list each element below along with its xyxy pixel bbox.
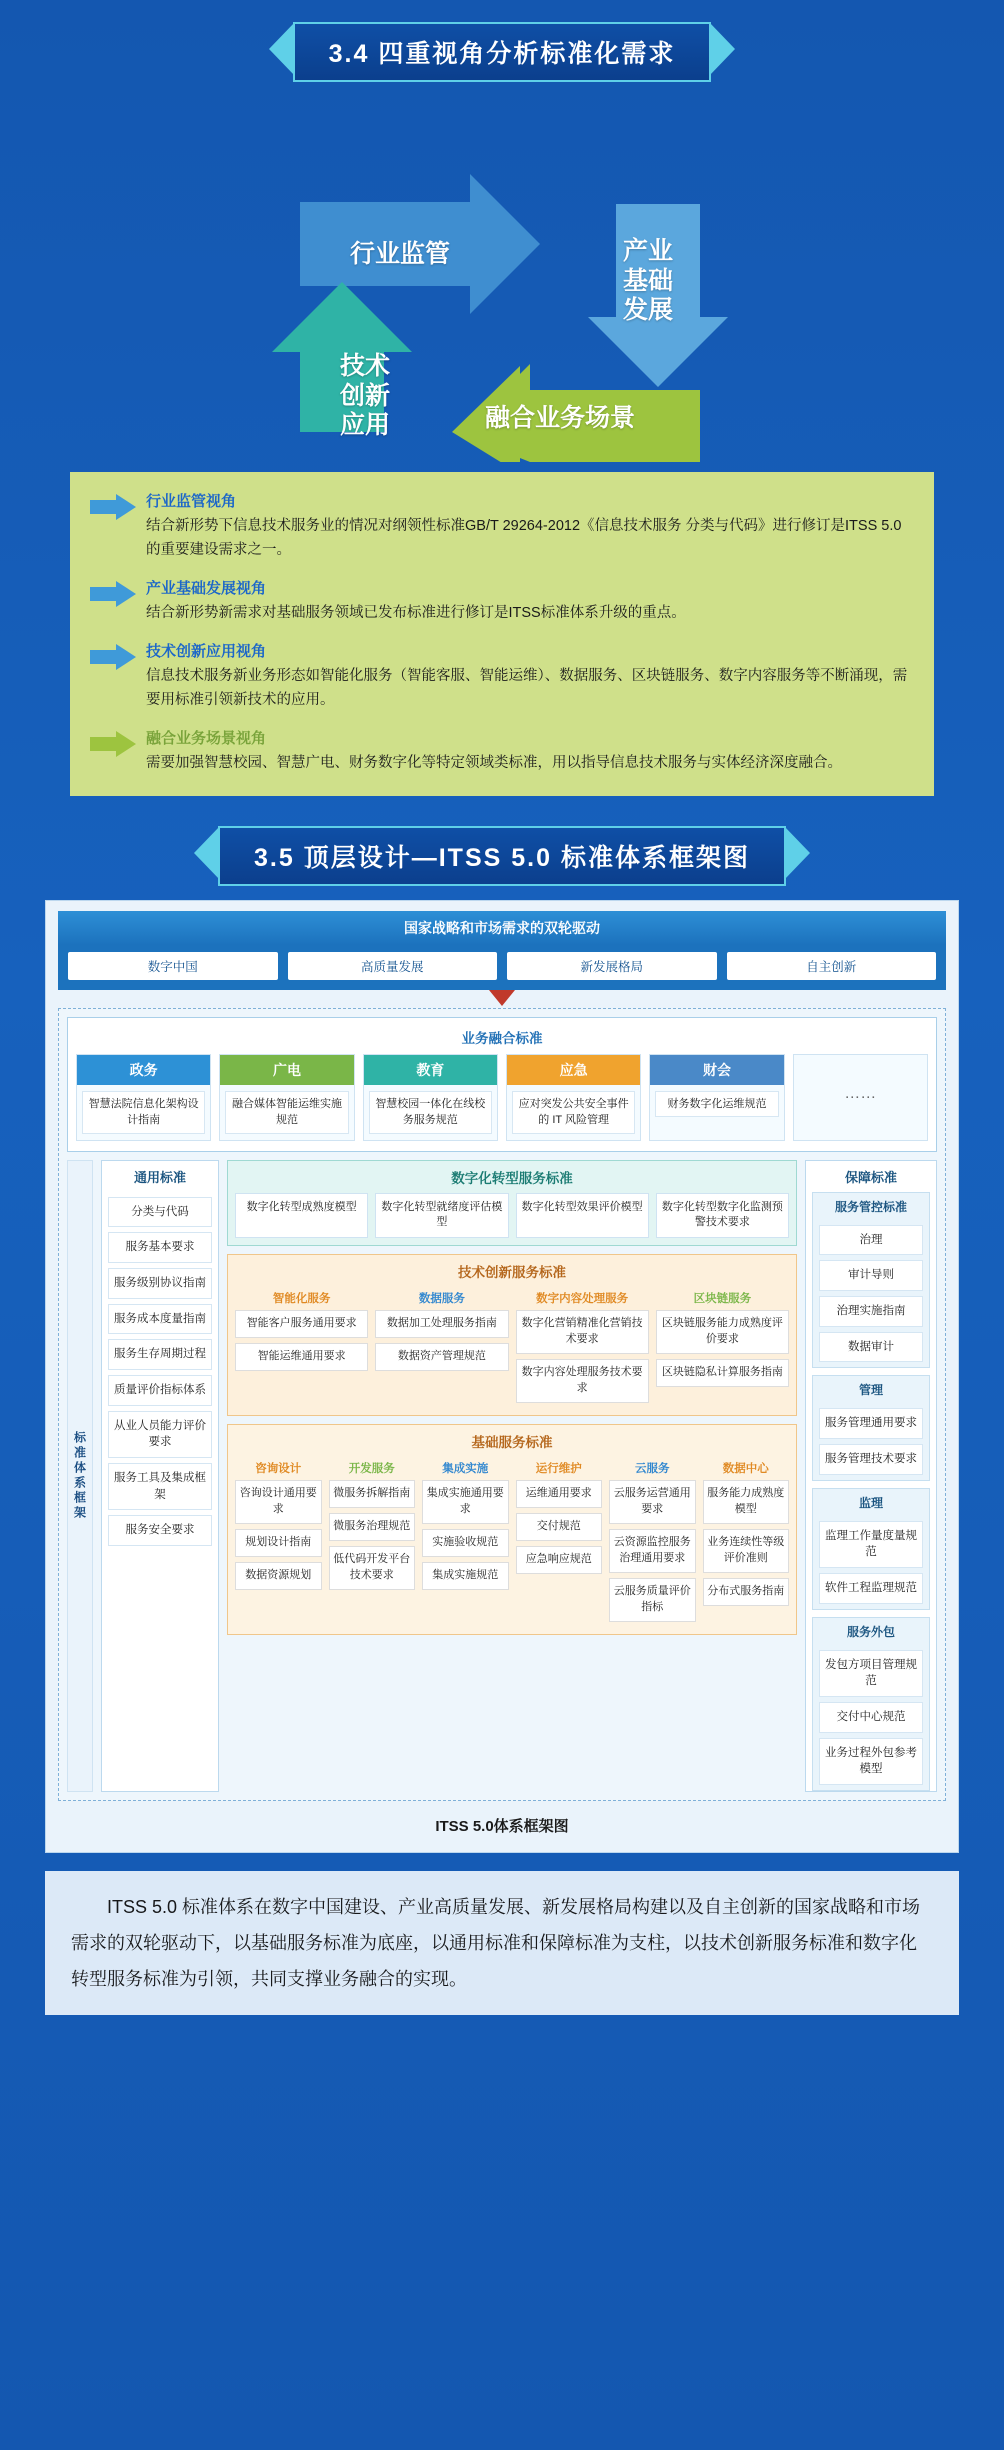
perspective-item-2	[88, 640, 910, 713]
digital-transformation-group	[227, 1160, 797, 1247]
common-standards-panel	[101, 1160, 219, 1792]
board-top-bar: 国家战略和市场需求的双轮驱动	[58, 911, 946, 945]
tech-col-content	[516, 1287, 649, 1408]
guarantee-section-head: 监理	[858, 1495, 883, 1510]
biz-col-head: 教育	[364, 1055, 497, 1085]
tech-col-item: 智能运维通用要求	[235, 1343, 368, 1371]
cycle-label-technology-line1: 技术	[339, 352, 390, 380]
perspective-item-body	[146, 640, 910, 713]
biz-col-broadcast	[219, 1054, 354, 1141]
arrow-right-icon	[88, 490, 146, 525]
perspective-item-text: 结合新形势下信息技术服务业的情况对纲领性标准GB/T 29264-2012《信息技术服务 分类与代码》进行修订是ITSS 5.0的重要建设需求之一。	[146, 518, 902, 558]
perspective-item-body	[146, 727, 910, 776]
guarantee-section-management	[812, 1375, 930, 1480]
guarantee-item: 审计导则	[819, 1260, 923, 1291]
tech-col-head: 智能化服务	[272, 1293, 331, 1306]
common-standard-item: 服务安全要求	[108, 1515, 212, 1546]
itss-framework-board	[45, 900, 959, 1853]
biz-col-head: 应急	[507, 1055, 640, 1085]
section-34-banner-wrap	[0, 0, 1004, 82]
guarantee-section-supervision	[812, 1488, 930, 1610]
guarantee-item: 治理实施指南	[819, 1296, 923, 1327]
four-perspective-cycle-diagram	[0, 102, 1004, 462]
basic-col-item: 云服务运营通用要求	[609, 1480, 696, 1524]
guarantee-item: 业务过程外包参考模型	[819, 1738, 923, 1785]
basic-col-item: 交付规范	[516, 1513, 603, 1541]
board-driver-chips	[58, 945, 946, 990]
biz-col-head: 财会	[650, 1055, 783, 1085]
common-standard-item: 分类与代码	[108, 1197, 212, 1228]
perspective-item-1	[88, 577, 910, 626]
basic-col-consulting	[235, 1457, 322, 1627]
basic-col-operations	[516, 1457, 603, 1627]
tech-col-item: 区块链服务能力成熟度评价要求	[656, 1310, 789, 1354]
digital-transformation-item: 数字化转型成熟度模型	[235, 1193, 368, 1239]
tech-innovation-title: 技术创新服务标准	[458, 1265, 566, 1281]
perspective-item-text: 信息技术服务新业务形态如智能化服务（智能客服、智能运维）、数据服务、区块链服务、数字内容服务等不断涌现，需要用标准引领新技术的应用。	[146, 667, 908, 708]
common-standard-item: 服务生存周期过程	[108, 1339, 212, 1370]
basic-col-head: 集成实施	[442, 1463, 489, 1476]
tech-col-head: 数字内容处理服务	[536, 1293, 629, 1306]
tech-col-intelligent	[235, 1287, 368, 1408]
perspective-item-title: 技术创新应用视角	[146, 642, 267, 660]
digital-transformation-title: 数字化转型服务标准	[451, 1170, 573, 1186]
tech-innovation-columns	[228, 1287, 796, 1415]
arrow-right-icon	[88, 640, 146, 675]
driver-chip: 自主创新	[727, 952, 937, 980]
framework-side-label: 标准体系框架	[67, 1160, 93, 1792]
cycle-label-industry-line2: 基础	[622, 266, 673, 295]
cycle-label-regulation: 行业监管	[349, 240, 450, 268]
board-caption: ITSS 5.0体系框架图	[435, 1817, 569, 1835]
business-fusion-title: 业务融合标准	[461, 1030, 543, 1046]
biz-col-item: 融合媒体智能运维实施规范	[225, 1091, 348, 1134]
biz-col-finance	[649, 1054, 784, 1141]
guarantee-item: 发包方项目管理规范	[819, 1650, 923, 1697]
biz-col-education	[363, 1054, 498, 1141]
basic-col-item: 业务连续性等级评价准则	[703, 1529, 790, 1573]
guarantee-item: 服务管理通用要求	[819, 1408, 923, 1439]
arrow-right-icon	[88, 727, 146, 762]
guarantee-item: 治理	[819, 1225, 923, 1256]
tech-col-item: 智能客户服务通用要求	[235, 1310, 368, 1338]
tech-col-head: 数据服务	[418, 1293, 465, 1306]
basic-col-head: 运行维护	[535, 1463, 582, 1476]
basic-services-title: 基础服务标准	[471, 1435, 553, 1451]
biz-col-item: 应对突发公共安全事件的 IT 风险管理	[512, 1091, 635, 1134]
basic-col-item: 集成实施通用要求	[422, 1480, 509, 1524]
tech-col-item: 数据资产管理规范	[375, 1343, 508, 1371]
basic-col-head: 咨询设计	[255, 1463, 302, 1476]
tech-col-data	[375, 1287, 508, 1408]
driver-chip: 新发展格局	[507, 952, 717, 980]
digital-transformation-item: 数字化转型就绪度评估模型	[375, 1193, 508, 1239]
basic-col-item: 云资源监控服务治理通用要求	[609, 1529, 696, 1573]
center-standards-column	[227, 1160, 797, 1792]
cycle-label-business: 融合业务场景	[484, 404, 635, 432]
basic-services-columns	[228, 1457, 796, 1634]
cycle-label-technology-line3: 应用	[339, 411, 390, 439]
digital-transformation-item: 数字化转型数字化监测预警技术要求	[656, 1193, 789, 1239]
cycle-label-industry	[588, 237, 708, 326]
guarantee-item: 监理工作量度量规范	[819, 1521, 923, 1568]
framework-middle	[67, 1160, 937, 1792]
biz-col-item: 智慧校园一体化在线校务服务规范	[369, 1091, 492, 1134]
biz-col-government	[76, 1054, 211, 1141]
guarantee-section-head: 服务外包	[846, 1624, 895, 1639]
guarantee-item: 交付中心规范	[819, 1702, 923, 1733]
common-standard-item: 服务工具及集成框架	[108, 1463, 212, 1510]
basic-col-item: 服务能力成熟度模型	[703, 1480, 790, 1524]
section-35-banner-wrap	[0, 796, 1004, 886]
biz-col-head: 广电	[220, 1055, 353, 1085]
guarantee-item: 软件工程监理规范	[819, 1573, 923, 1604]
tech-col-item: 区块链隐私计算服务指南	[656, 1359, 789, 1387]
cycle-label-industry-line1: 产业	[622, 237, 673, 265]
basic-col-head: 云服务	[635, 1463, 670, 1476]
biz-col-emergency	[506, 1054, 641, 1141]
basic-col-item: 微服务治理规范	[329, 1513, 416, 1541]
tech-col-head: 区块链服务	[693, 1293, 752, 1306]
summary-paragraph-panel	[45, 1871, 959, 2015]
basic-col-item: 实施验收规范	[422, 1529, 509, 1557]
guarantee-item: 服务管理技术要求	[819, 1444, 923, 1475]
basic-col-item: 集成实施规范	[422, 1562, 509, 1590]
summary-paragraph: ITSS 5.0 标准体系在数字中国建设、产业高质量发展、新发展格局构建以及自主创新的国家战略和市场需求的双轮驱动下，以基础服务标准为底座，以通用标准和保障标准为支柱，以技术创新服务标准和数字化转型服务标准为引领，共同支撑业务融合的实现。	[71, 1896, 921, 1989]
basic-col-integration	[422, 1457, 509, 1627]
guarantee-item: 数据审计	[819, 1332, 923, 1363]
basic-col-item: 分布式服务指南	[703, 1578, 790, 1606]
basic-col-item: 云服务质量评价指标	[609, 1578, 696, 1622]
common-standard-item: 服务基本要求	[108, 1232, 212, 1263]
cycle-label-technology	[310, 352, 420, 441]
basic-col-item: 微服务拆解指南	[329, 1480, 416, 1508]
basic-col-item: 数据资源规划	[235, 1562, 322, 1590]
basic-col-head: 数据中心	[722, 1463, 769, 1476]
cycle-label-technology-line2: 创新	[339, 381, 390, 410]
basic-col-item: 应急响应规范	[516, 1546, 603, 1574]
basic-services-group	[227, 1424, 797, 1635]
perspective-item-text: 需要加强智慧校园、智慧广电、财务数字化等特定领域类标准，用以指导信息技术服务与实体经济深度融合。	[146, 754, 842, 771]
perspective-item-3	[88, 727, 910, 776]
perspective-item-title: 产业基础发展视角	[146, 579, 267, 597]
biz-col-more: ……	[793, 1054, 928, 1141]
tech-innovation-group	[227, 1254, 797, 1416]
common-standard-item: 从业人员能力评价要求	[108, 1411, 212, 1458]
basic-col-head: 开发服务	[348, 1463, 395, 1476]
perspective-item-0	[88, 490, 910, 563]
basic-col-item: 运维通用要求	[516, 1480, 603, 1508]
tech-col-blockchain	[656, 1287, 789, 1408]
basic-col-item: 咨询设计通用要求	[235, 1480, 322, 1524]
guarantee-section-head: 服务管控标准	[834, 1199, 907, 1214]
tech-col-item: 数据加工处理服务指南	[375, 1310, 508, 1338]
business-fusion-columns	[76, 1054, 928, 1141]
tech-col-item: 数字化营销精准化营销技术要求	[516, 1310, 649, 1354]
common-standards-title: 通用标准	[133, 1169, 186, 1185]
biz-col-head: 政务	[77, 1055, 210, 1085]
guarantee-standards-panel	[805, 1160, 937, 1792]
perspective-item-title: 行业监管视角	[146, 493, 237, 510]
tech-col-item: 数字内容处理服务技术要求	[516, 1359, 649, 1403]
guarantee-section-control	[812, 1192, 930, 1369]
cycle-label-industry-line3: 发展	[622, 296, 673, 324]
common-standard-item: 服务级别协议指南	[108, 1268, 212, 1299]
framework-dashed-container	[58, 1008, 946, 1801]
common-standard-item: 服务成本度量指南	[108, 1304, 212, 1335]
section-35-banner: 3.5 顶层设计—ITSS 5.0 标准体系框架图	[218, 826, 786, 886]
biz-col-item: 财务数字化运维规范	[655, 1091, 778, 1118]
guarantee-title: 保障标准	[844, 1169, 897, 1185]
basic-col-datacenter	[703, 1457, 790, 1627]
driver-chip: 高质量发展	[288, 952, 498, 980]
guarantee-section-outsourcing	[812, 1617, 930, 1791]
driver-chip: 数字中国	[68, 952, 278, 980]
basic-col-cloud	[609, 1457, 696, 1627]
perspective-item-body	[146, 577, 910, 626]
guarantee-section-head: 管理	[858, 1383, 883, 1398]
common-standard-item: 质量评价指标体系	[108, 1375, 212, 1406]
perspective-item-title: 融合业务场景视角	[146, 729, 267, 747]
biz-col-item: 智慧法院信息化架构设计指南	[82, 1091, 205, 1134]
digital-transformation-items	[228, 1193, 796, 1246]
perspective-item-text: 结合新形势新需求对基础服务领域已发布标准进行修订是ITSS标准体系升级的重点。	[146, 604, 686, 621]
basic-col-item: 低代码开发平台技术要求	[329, 1546, 416, 1590]
arrow-right-icon	[88, 577, 146, 612]
down-arrow-icon	[58, 990, 946, 1008]
perspective-item-body	[146, 490, 910, 563]
basic-col-development	[329, 1457, 416, 1627]
digital-transformation-item: 数字化转型效果评价模型	[516, 1193, 649, 1239]
perspective-list-panel	[70, 472, 934, 796]
section-34-banner: 3.4 四重视角分析标准化需求	[293, 22, 712, 82]
business-fusion-box	[67, 1017, 937, 1152]
basic-col-item: 规划设计指南	[235, 1529, 322, 1557]
